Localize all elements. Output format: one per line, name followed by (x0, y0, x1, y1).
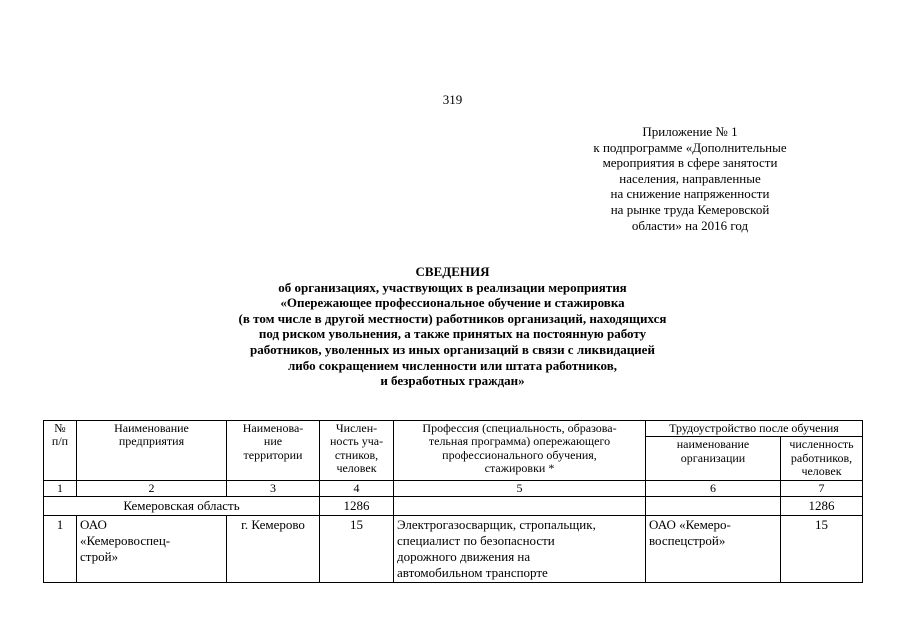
header-profession: Профессия (специальность, образова- тельная программа) опережающего профессионального обучения, стажировки * (394, 421, 646, 481)
organizations-table (43, 420, 863, 583)
page-number: 319 (442, 92, 463, 107)
appendix-line: на рынке труда Кемеровской (610, 201, 770, 217)
region-participants: 1286 (320, 497, 394, 516)
header-num: № п/п (44, 421, 77, 481)
header-territory: Наименова- ние территории (227, 421, 320, 481)
region-name: Кемеровская область (44, 497, 320, 516)
appendix-line: к подпрограмме «Дополнительные (593, 139, 787, 155)
heading-line: под риском увольнения, а также принятых на постоянную работу (258, 326, 647, 342)
region-row (44, 497, 863, 516)
heading-title: СВЕДЕНИЯ (415, 264, 490, 279)
region-profession (394, 497, 646, 516)
document-heading (0, 264, 905, 389)
header-employment: Трудоустройство после обучения (646, 421, 863, 437)
row-org-name: ОАО «Кемеро- воспецстрой» (646, 516, 781, 583)
heading-line: работников, уволенных из иных организаций в связи с ликвидацией (250, 341, 655, 357)
row-org-count: 15 (781, 516, 863, 583)
column-numbers-row (44, 480, 863, 496)
heading-line: (в том числе в другой местности) работников организаций, находящихся (238, 310, 667, 326)
header-org-count: численность работников, человек (781, 437, 863, 480)
row-profession: Электрогазосварщик, стропальщик, специалист по безопасности дорожного движения на автомобильном транспорте (394, 516, 646, 583)
row-enterprise: ОАО «Кемеровоспец- строй» (77, 516, 227, 583)
column-number: 2 (77, 480, 227, 496)
region-employed: 1286 (781, 497, 863, 516)
appendix-line: мероприятия в сфере занятости (602, 155, 778, 171)
appendix-note (560, 124, 820, 233)
appendix-line: населения, направленные (619, 170, 761, 186)
appendix-line: области» на 2016 год (631, 217, 749, 233)
column-number: 3 (227, 480, 320, 496)
row-participants: 15 (320, 516, 394, 583)
column-number: 7 (781, 480, 863, 496)
column-number: 4 (320, 480, 394, 496)
table-row (44, 516, 863, 583)
header-participants: Числен- ность уча- стников, человек (320, 421, 394, 481)
column-number: 5 (394, 480, 646, 496)
heading-line: и безработных граждан» (380, 373, 525, 389)
appendix-line: Приложение № 1 (642, 124, 738, 139)
header-row (44, 421, 863, 437)
heading-line: либо сокращением численности или штата работников, (287, 357, 617, 373)
heading-line: «Опережающее профессиональное обучение и стажировка (280, 295, 625, 311)
header-enterprise: Наименование предприятия (77, 421, 227, 481)
heading-line: об организациях, участвующих в реализации мероприятия (278, 279, 627, 295)
appendix-line: на снижение напряженности (610, 186, 770, 202)
row-num: 1 (44, 516, 77, 583)
column-number: 1 (44, 480, 77, 496)
region-org (646, 497, 781, 516)
row-territory: г. Кемерово (227, 516, 320, 583)
header-org-name: наименование организации (646, 437, 781, 480)
column-number: 6 (646, 480, 781, 496)
